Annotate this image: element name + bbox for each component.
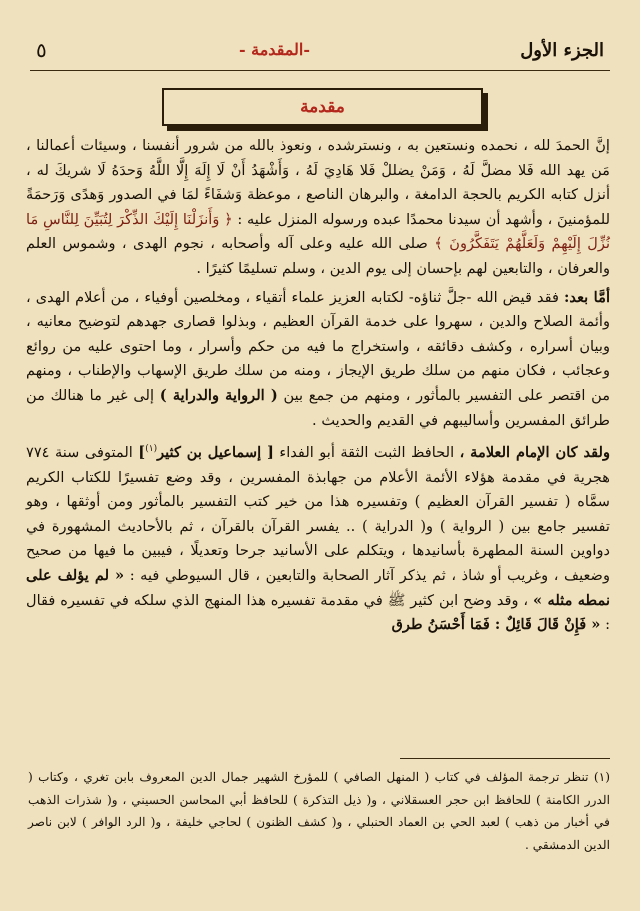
body-text: [26, 134, 610, 638]
honorific-glyph: ﷺ: [387, 591, 406, 609]
paragraph-3: [26, 437, 610, 638]
paragraph-2-text: فقد قيض الله -جلَّ ثناؤه- لكتابه العزيز علماء أتقياء ، ومخلصين أوفياء ، من أعلام الهدى ، وأئمة الصلاح والدين ، سهروا على خدمة القرآن العظيم ، وبذلوا قصارى جهدهم لتوضيح معانيه ، وبيان أسراره ، وكشف دقائقه ، واستخراج ما فيه من حكم وأسرار ، وما احتوى عليه من روائع وعجائب ، فكان منهم من سلك طريق الإيجاز ، ومنه من سلك طريق الإسهاب والإطناب ، ومنهم من اقتصر على التفسير بالمأثور ، ومنهم من جمع بين: [26, 288, 611, 404]
paragraph-3-text-b: المتوفى سنة ٧٧٤ هجرية في مقدمة هؤلاء الأئمة الأعلام من جهابذة المفسرين ، وقد وضع تفسيرًا للكتاب الكريم سمَّاه ( تفسير القرآن العظيم ) وتفسيره هذا من خير كتب التفسير بالمأثور ومن أوثقها ، وهو تفسير جامع بين ( الرواية ) و( الدراية ) .. يفسر القرآن بالقرآن ، ثم بالأحاديث المشهورة في دواوين السنة المطهرة بأسانيدها ، ويتكلم على الأسانيد جرحا وتعديلًا ، فيبين ما فيها من صحيح وضعيف ، وغريب أو شاذ ، ثم يذكر آثار الصحابة والتابعين ، قال السيوطي فيه :: [26, 443, 610, 584]
paragraph-3-lead: ولقد كان الإمام العلامة ،: [459, 443, 611, 461]
paragraph-1: [26, 134, 610, 282]
paragraph-2-bold: ( الرواية والدراية ): [159, 386, 278, 404]
author-name-close: ]: [138, 443, 146, 461]
paragraph-3-text-a: الحافظ الثبت الثقة أبو الفداء: [279, 443, 455, 461]
footnote-text: (١) تنظر ترجمة المؤلف في كتاب ( المنهل الصافي ) للمؤرخ الشهير جمال الدين المعروف بابن تغري ، وكتاب ( الدرر الكامنة ) للحافظ ابن حجر العسقلاني ، و( ذيل التذكرة ) للحافظ أبي المحاسن الحسيني ، و( شذرات الذهب في أخبار من ذهب ) لعبد الحي بن العماد الحنبلي ، و( كشف الظنون ) لحاجي خليفة ، و( الرد الوافر ) لابن ناصر الدين الدمشقي .: [28, 770, 610, 852]
paragraph-3-text-d: في مقدمة تفسيره هذا المنهج الذي سلكه في تفسيره فقال :: [26, 591, 610, 634]
ibn-kathir-quote: « فَإِنْ قَالَ قَائِلٌ : فَمَا أَحْسَنُ طرق: [391, 616, 601, 634]
footnote: [28, 766, 610, 856]
footnote-divider: [400, 758, 610, 759]
footnote-ref[interactable]: (١): [145, 444, 158, 455]
page-title: مقدمة: [300, 97, 345, 117]
paragraph-2-lead: أمَّا بعد:: [564, 288, 610, 306]
page-header: [30, 38, 610, 66]
quran-verse: ﴿ وَأَنزَلْنَا إِلَيْكَ الذِّكْرَ لِتُبَيِّنَ لِلنَّاسِ مَا نُزِّلَ إِلَيْهِمْ وَلَعَلَّهُمْ يَتَفَكَّرُونَ ﴾: [26, 210, 611, 253]
author-name: [ إسماعيل بن كثير: [157, 443, 274, 461]
volume-label: الجزء الأول: [520, 40, 604, 61]
paragraph-1-end: صلى الله عليه وعلى آله وأصحابه ، نجوم الهدى ، وشموس العلم والعرفان ، والتابعين لهم بإحسان إلى يوم الدين ، وسلم تسليمًا كثيرًا .: [26, 235, 610, 277]
page-number: ٥: [36, 38, 47, 62]
header-divider: [30, 70, 610, 71]
paragraph-3-text-c: ، وقد وضح ابن كثير: [410, 591, 529, 609]
paragraph-2: [26, 286, 610, 434]
paragraph-2-end: إلى غير ما هنالك من طرائق المفسرين وأساليبهم في القديم والحديث .: [26, 386, 610, 429]
section-label: -المقدمة -: [238, 40, 310, 59]
suyuti-quote: « لم يؤلف على نمطه مثله »: [26, 566, 611, 609]
title-box: [162, 88, 483, 126]
paragraph-1-text: إنَّ الحمدَ لله ، نحمده ونستعين به ، ونسترشده ، ونعوذ بالله من شرور أنفسنا ، وسيئات أعمالنا ، مَن يهد الله فَلا مضلَّ لَهُ ، وَمَنْ يضللْ فَلا هَادِيَ لَهُ ، وَأَشْهَدُ أَنْ لَا إِلَهَ إِلَّا اللَّهُ وَحدَهُ لَا شريكَ له ، أنزل كتابه الكريم بالحجة الدامغة ، والبرهان الناصع ، موعظة وَشفَاءً لمَا في الصدور وَهدًى وَرَحمَةً للمؤمنينَ ، وأشهد أن سيدنا محمدًا عبده ورسوله المنزل عليه :: [26, 137, 611, 228]
